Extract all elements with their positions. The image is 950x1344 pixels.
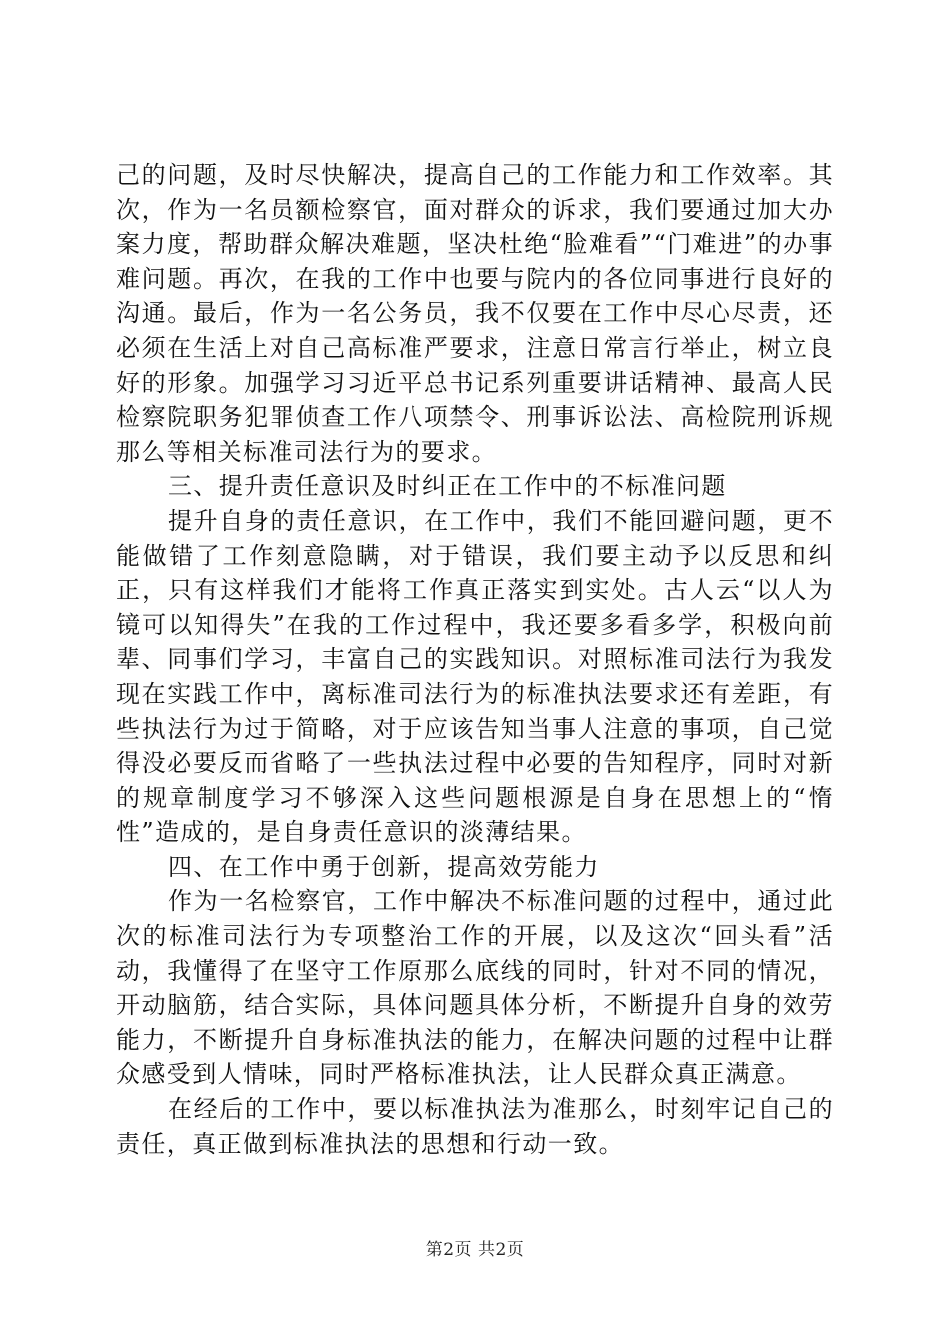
paragraph-responsibility: 提升自身的责任意识，在工作中，我们不能回避问题，更不能做错了工作刻意隐瞒，对于错误，我们要主动予以反思和纠正，只有这样我们才能将工作真正落实到实处。古人云“以人为镜可以知得失”在我的工作过程中，我还要多看多学，积极向前辈、同事们学习，丰富自己的实践知识。对照标准司法行为我发现在实践工作中，离标准司法行为的标准执法要求还有差距，有些执法行为过于简略，对于应该告知当事人注意的事项，自己觉得没必要反而省略了一些执法过程中必要的告知程序，同时对新的规章制度学习不够深入这些问题根源是自身在思想上的“惰性”造成的，是自身责任意识的淡薄结果。 xyxy=(116,506,834,847)
paragraph-innovation: 作为一名检察官，工作中解决不标准问题的过程中，通过此次的标准司法行为专项整治工作的开展，以及这次“回头看”活动，我懂得了在坚守工作原那么底线的同时，针对不同的情况，开动脑筋，结合实际，具体问题具体分析，不断提升自身的效劳能力，不断提升自身标准执法的能力，在解决问题的过程中让群众感受到人情味，同时严格标准执法，让人民群众真正满意。 xyxy=(116,887,834,1089)
paragraph-continuation: 己的问题，及时尽快解决，提高自己的工作能力和工作效率。其次，作为一名员额检察官，面对群众的诉求，我们要通过加大办案力度，帮助群众解决难题，坚决杜绝“脸难看”“门难进”的办事难问题。再次，在我的工作中也要与院内的各位同事进行良好的沟通。最后，作为一名公务员，我不仅要在工作中尽心尽责，还必须在生活上对自己高标准严要求，注意日常言行举止，树立良好的形象。加强学习习近平总书记系列重要讲话精神、最高人民检察院职务犯罪侦查工作八项禁令、刑事诉讼法、高检院刑诉规那么等相关标准司法行为的要求。 xyxy=(116,161,834,466)
page-footer: 第2页 共2页 xyxy=(425,1240,525,1260)
section-heading-4: 四、在工作中勇于创新，提高效劳能力 xyxy=(168,852,600,881)
section-heading-3: 三、提升责任意识及时纠正在工作中的不标准问题 xyxy=(168,472,727,501)
paragraph-conclusion: 在经后的工作中，要以标准执法为准那么，时刻牢记自己的责任，真正做到标准执法的思想和行动一致。 xyxy=(116,1095,834,1158)
document-body xyxy=(116,158,834,1161)
